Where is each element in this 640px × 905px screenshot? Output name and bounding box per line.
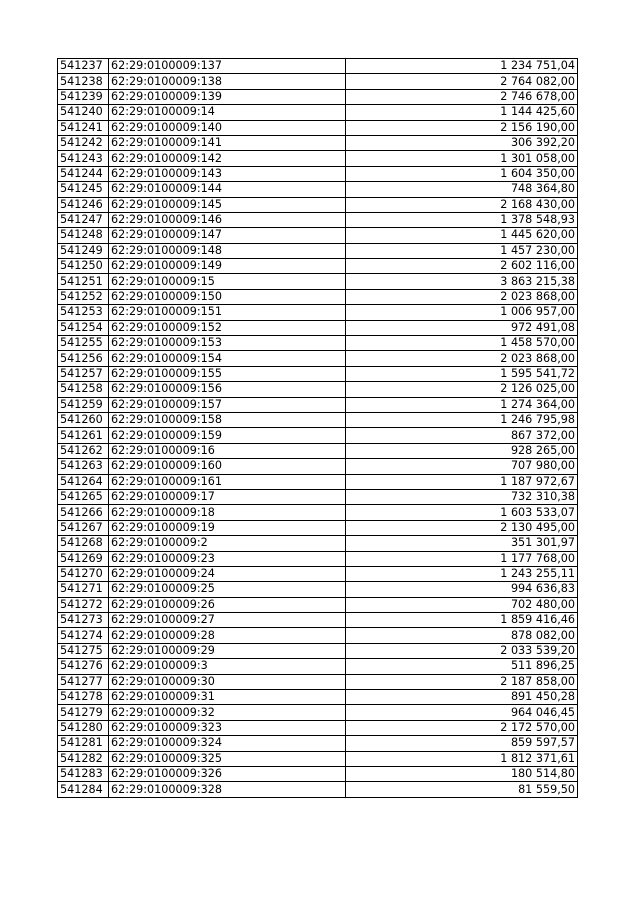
- cadastral-number-cell: 62:29:0100009:3: [109, 659, 346, 674]
- table-row: [58, 643, 578, 658]
- table-row: [58, 366, 578, 381]
- table-row: [58, 320, 578, 335]
- table-row: [58, 628, 578, 643]
- table-row: [58, 597, 578, 612]
- cadastral-value-cell: 867 372,00: [346, 428, 578, 443]
- cadastral-value-cell: 748 364,80: [346, 182, 578, 197]
- row-number-cell: 541262: [58, 443, 109, 458]
- table-row: [58, 766, 578, 781]
- cadastral-number-cell: 62:29:0100009:18: [109, 505, 346, 520]
- cadastral-value-cell: 1 187 972,67: [346, 474, 578, 489]
- cadastral-value-table: [57, 58, 578, 798]
- cadastral-number-cell: 62:29:0100009:147: [109, 228, 346, 243]
- cadastral-value-cell: 1 812 371,61: [346, 751, 578, 766]
- cadastral-value-cell: 964 046,45: [346, 705, 578, 720]
- cadastral-value-cell: 732 310,38: [346, 489, 578, 504]
- table-row: [58, 182, 578, 197]
- cadastral-value-cell: 928 265,00: [346, 443, 578, 458]
- cadastral-number-cell: 62:29:0100009:153: [109, 336, 346, 351]
- table-row: [58, 613, 578, 628]
- table-row: [58, 397, 578, 412]
- row-number-cell: 541275: [58, 643, 109, 658]
- cadastral-number-cell: 62:29:0100009:141: [109, 135, 346, 150]
- row-number-cell: 541271: [58, 582, 109, 597]
- table-row: [58, 705, 578, 720]
- cadastral-number-cell: 62:29:0100009:145: [109, 197, 346, 212]
- row-number-cell: 541245: [58, 182, 109, 197]
- table-row: [58, 151, 578, 166]
- cadastral-number-cell: 62:29:0100009:138: [109, 74, 346, 89]
- row-number-cell: 541279: [58, 705, 109, 720]
- table-row: [58, 489, 578, 504]
- cadastral-number-cell: 62:29:0100009:28: [109, 628, 346, 643]
- cadastral-number-cell: 62:29:0100009:156: [109, 382, 346, 397]
- table-row: [58, 382, 578, 397]
- cadastral-value-cell: 2 130 495,00: [346, 520, 578, 535]
- table-row: [58, 351, 578, 366]
- cadastral-number-cell: 62:29:0100009:17: [109, 489, 346, 504]
- table-row: [58, 582, 578, 597]
- cadastral-number-cell: 62:29:0100009:14: [109, 105, 346, 120]
- cadastral-value-cell: 972 491,08: [346, 320, 578, 335]
- cadastral-number-cell: 62:29:0100009:143: [109, 166, 346, 181]
- row-number-cell: 541266: [58, 505, 109, 520]
- cadastral-value-cell: 511 896,25: [346, 659, 578, 674]
- table-row: [58, 105, 578, 120]
- cadastral-number-cell: 62:29:0100009:29: [109, 643, 346, 658]
- table-row: [58, 59, 578, 74]
- cadastral-number-cell: 62:29:0100009:142: [109, 151, 346, 166]
- cadastral-value-cell: 1 604 350,00: [346, 166, 578, 181]
- row-number-cell: 541267: [58, 520, 109, 535]
- row-number-cell: 541257: [58, 366, 109, 381]
- cadastral-number-cell: 62:29:0100009:158: [109, 412, 346, 427]
- row-number-cell: 541265: [58, 489, 109, 504]
- cadastral-number-cell: 62:29:0100009:328: [109, 782, 346, 797]
- row-number-cell: 541243: [58, 151, 109, 166]
- table-row: [58, 428, 578, 443]
- cadastral-number-cell: 62:29:0100009:25: [109, 582, 346, 597]
- table-row: [58, 551, 578, 566]
- cadastral-value-cell: 1 243 255,11: [346, 566, 578, 581]
- table-row: [58, 674, 578, 689]
- row-number-cell: 541270: [58, 566, 109, 581]
- cadastral-value-cell: 2 126 025,00: [346, 382, 578, 397]
- cadastral-number-cell: 62:29:0100009:24: [109, 566, 346, 581]
- cadastral-value-cell: 702 480,00: [346, 597, 578, 612]
- row-number-cell: 541258: [58, 382, 109, 397]
- table-row: [58, 412, 578, 427]
- cadastral-number-cell: 62:29:0100009:160: [109, 459, 346, 474]
- cadastral-value-cell: 2 764 082,00: [346, 74, 578, 89]
- cadastral-number-cell: 62:29:0100009:15: [109, 274, 346, 289]
- cadastral-value-cell: 1 144 425,60: [346, 105, 578, 120]
- cadastral-value-cell: 1 177 768,00: [346, 551, 578, 566]
- cadastral-value-cell: 1 458 570,00: [346, 336, 578, 351]
- table-row: [58, 259, 578, 274]
- row-number-cell: 541253: [58, 305, 109, 320]
- cadastral-number-cell: 62:29:0100009:152: [109, 320, 346, 335]
- row-number-cell: 541246: [58, 197, 109, 212]
- cadastral-value-cell: 2 023 868,00: [346, 351, 578, 366]
- cadastral-value-cell: 2 602 116,00: [346, 259, 578, 274]
- cadastral-number-cell: 62:29:0100009:32: [109, 705, 346, 720]
- row-number-cell: 541244: [58, 166, 109, 181]
- cadastral-value-cell: 351 301,97: [346, 536, 578, 551]
- cadastral-value-cell: 1 595 541,72: [346, 366, 578, 381]
- table-row: [58, 135, 578, 150]
- cadastral-value-cell: 180 514,80: [346, 766, 578, 781]
- table-row: [58, 536, 578, 551]
- table-row: [58, 782, 578, 797]
- row-number-cell: 541239: [58, 89, 109, 104]
- cadastral-value-cell: 1 234 751,04: [346, 59, 578, 74]
- cadastral-value-cell: 2 023 868,00: [346, 289, 578, 304]
- table-body: [58, 59, 578, 798]
- row-number-cell: 541249: [58, 243, 109, 258]
- row-number-cell: 541274: [58, 628, 109, 643]
- row-number-cell: 541281: [58, 736, 109, 751]
- row-number-cell: 541272: [58, 597, 109, 612]
- table-row: [58, 720, 578, 735]
- row-number-cell: 541255: [58, 336, 109, 351]
- cadastral-number-cell: 62:29:0100009:144: [109, 182, 346, 197]
- cadastral-number-cell: 62:29:0100009:26: [109, 597, 346, 612]
- cadastral-number-cell: 62:29:0100009:146: [109, 212, 346, 227]
- row-number-cell: 541240: [58, 105, 109, 120]
- table-row: [58, 74, 578, 89]
- cadastral-number-cell: 62:29:0100009:27: [109, 613, 346, 628]
- cadastral-number-cell: 62:29:0100009:137: [109, 59, 346, 74]
- table-row: [58, 659, 578, 674]
- row-number-cell: 541237: [58, 59, 109, 74]
- cadastral-number-cell: 62:29:0100009:157: [109, 397, 346, 412]
- row-number-cell: 541261: [58, 428, 109, 443]
- cadastral-number-cell: 62:29:0100009:19: [109, 520, 346, 535]
- cadastral-value-cell: 2 168 430,00: [346, 197, 578, 212]
- row-number-cell: 541241: [58, 120, 109, 135]
- cadastral-value-cell: 1 457 230,00: [346, 243, 578, 258]
- row-number-cell: 541269: [58, 551, 109, 566]
- table-row: [58, 459, 578, 474]
- row-number-cell: 541254: [58, 320, 109, 335]
- row-number-cell: 541247: [58, 212, 109, 227]
- cadastral-number-cell: 62:29:0100009:23: [109, 551, 346, 566]
- row-number-cell: 541280: [58, 720, 109, 735]
- row-number-cell: 541276: [58, 659, 109, 674]
- row-number-cell: 541268: [58, 536, 109, 551]
- table-row: [58, 566, 578, 581]
- cadastral-number-cell: 62:29:0100009:140: [109, 120, 346, 135]
- cadastral-number-cell: 62:29:0100009:16: [109, 443, 346, 458]
- table-row: [58, 336, 578, 351]
- table-row: [58, 197, 578, 212]
- row-number-cell: 541278: [58, 690, 109, 705]
- cadastral-value-cell: 1 006 957,00: [346, 305, 578, 320]
- cadastral-value-cell: 2 033 539,20: [346, 643, 578, 658]
- table-row: [58, 751, 578, 766]
- row-number-cell: 541259: [58, 397, 109, 412]
- row-number-cell: 541251: [58, 274, 109, 289]
- table-row: [58, 89, 578, 104]
- cadastral-value-cell: 1 274 364,00: [346, 397, 578, 412]
- cadastral-value-cell: 81 559,50: [346, 782, 578, 797]
- cadastral-number-cell: 62:29:0100009:324: [109, 736, 346, 751]
- table-row: [58, 474, 578, 489]
- cadastral-number-cell: 62:29:0100009:149: [109, 259, 346, 274]
- cadastral-number-cell: 62:29:0100009:159: [109, 428, 346, 443]
- cadastral-value-cell: 2 172 570,00: [346, 720, 578, 735]
- table-row: [58, 305, 578, 320]
- table-row: [58, 120, 578, 135]
- row-number-cell: 541282: [58, 751, 109, 766]
- cadastral-value-cell: 2 746 678,00: [346, 89, 578, 104]
- cadastral-value-cell: 859 597,57: [346, 736, 578, 751]
- row-number-cell: 541283: [58, 766, 109, 781]
- cadastral-value-cell: 994 636,83: [346, 582, 578, 597]
- row-number-cell: 541273: [58, 613, 109, 628]
- cadastral-value-cell: 3 863 215,38: [346, 274, 578, 289]
- table-row: [58, 520, 578, 535]
- cadastral-number-cell: 62:29:0100009:30: [109, 674, 346, 689]
- table-row: [58, 289, 578, 304]
- cadastral-number-cell: 62:29:0100009:151: [109, 305, 346, 320]
- table-row: [58, 166, 578, 181]
- cadastral-value-cell: 1 246 795,98: [346, 412, 578, 427]
- cadastral-value-cell: 1 859 416,46: [346, 613, 578, 628]
- cadastral-number-cell: 62:29:0100009:154: [109, 351, 346, 366]
- cadastral-value-cell: 2 187 858,00: [346, 674, 578, 689]
- cadastral-value-cell: 2 156 190,00: [346, 120, 578, 135]
- table-row: [58, 505, 578, 520]
- row-number-cell: 541260: [58, 412, 109, 427]
- table-row: [58, 736, 578, 751]
- row-number-cell: 541252: [58, 289, 109, 304]
- cadastral-value-cell: 1 445 620,00: [346, 228, 578, 243]
- row-number-cell: 541277: [58, 674, 109, 689]
- row-number-cell: 541264: [58, 474, 109, 489]
- cadastral-value-cell: 1 378 548,93: [346, 212, 578, 227]
- cadastral-number-cell: 62:29:0100009:325: [109, 751, 346, 766]
- cadastral-number-cell: 62:29:0100009:31: [109, 690, 346, 705]
- cadastral-value-cell: 1 301 058,00: [346, 151, 578, 166]
- row-number-cell: 541238: [58, 74, 109, 89]
- cadastral-value-cell: 1 603 533,07: [346, 505, 578, 520]
- table-row: [58, 243, 578, 258]
- row-number-cell: 541263: [58, 459, 109, 474]
- table-row: [58, 443, 578, 458]
- cadastral-number-cell: 62:29:0100009:148: [109, 243, 346, 258]
- row-number-cell: 541242: [58, 135, 109, 150]
- cadastral-number-cell: 62:29:0100009:323: [109, 720, 346, 735]
- cadastral-number-cell: 62:29:0100009:326: [109, 766, 346, 781]
- row-number-cell: 541284: [58, 782, 109, 797]
- cadastral-number-cell: 62:29:0100009:161: [109, 474, 346, 489]
- cadastral-number-cell: 62:29:0100009:150: [109, 289, 346, 304]
- cadastral-number-cell: 62:29:0100009:139: [109, 89, 346, 104]
- table-row: [58, 212, 578, 227]
- cadastral-number-cell: 62:29:0100009:155: [109, 366, 346, 381]
- row-number-cell: 541248: [58, 228, 109, 243]
- row-number-cell: 541256: [58, 351, 109, 366]
- cadastral-number-cell: 62:29:0100009:2: [109, 536, 346, 551]
- table-row: [58, 690, 578, 705]
- cadastral-value-cell: 878 082,00: [346, 628, 578, 643]
- table-row: [58, 228, 578, 243]
- cadastral-value-cell: 306 392,20: [346, 135, 578, 150]
- cadastral-value-cell: 891 450,28: [346, 690, 578, 705]
- table-row: [58, 274, 578, 289]
- cadastral-value-cell: 707 980,00: [346, 459, 578, 474]
- row-number-cell: 541250: [58, 259, 109, 274]
